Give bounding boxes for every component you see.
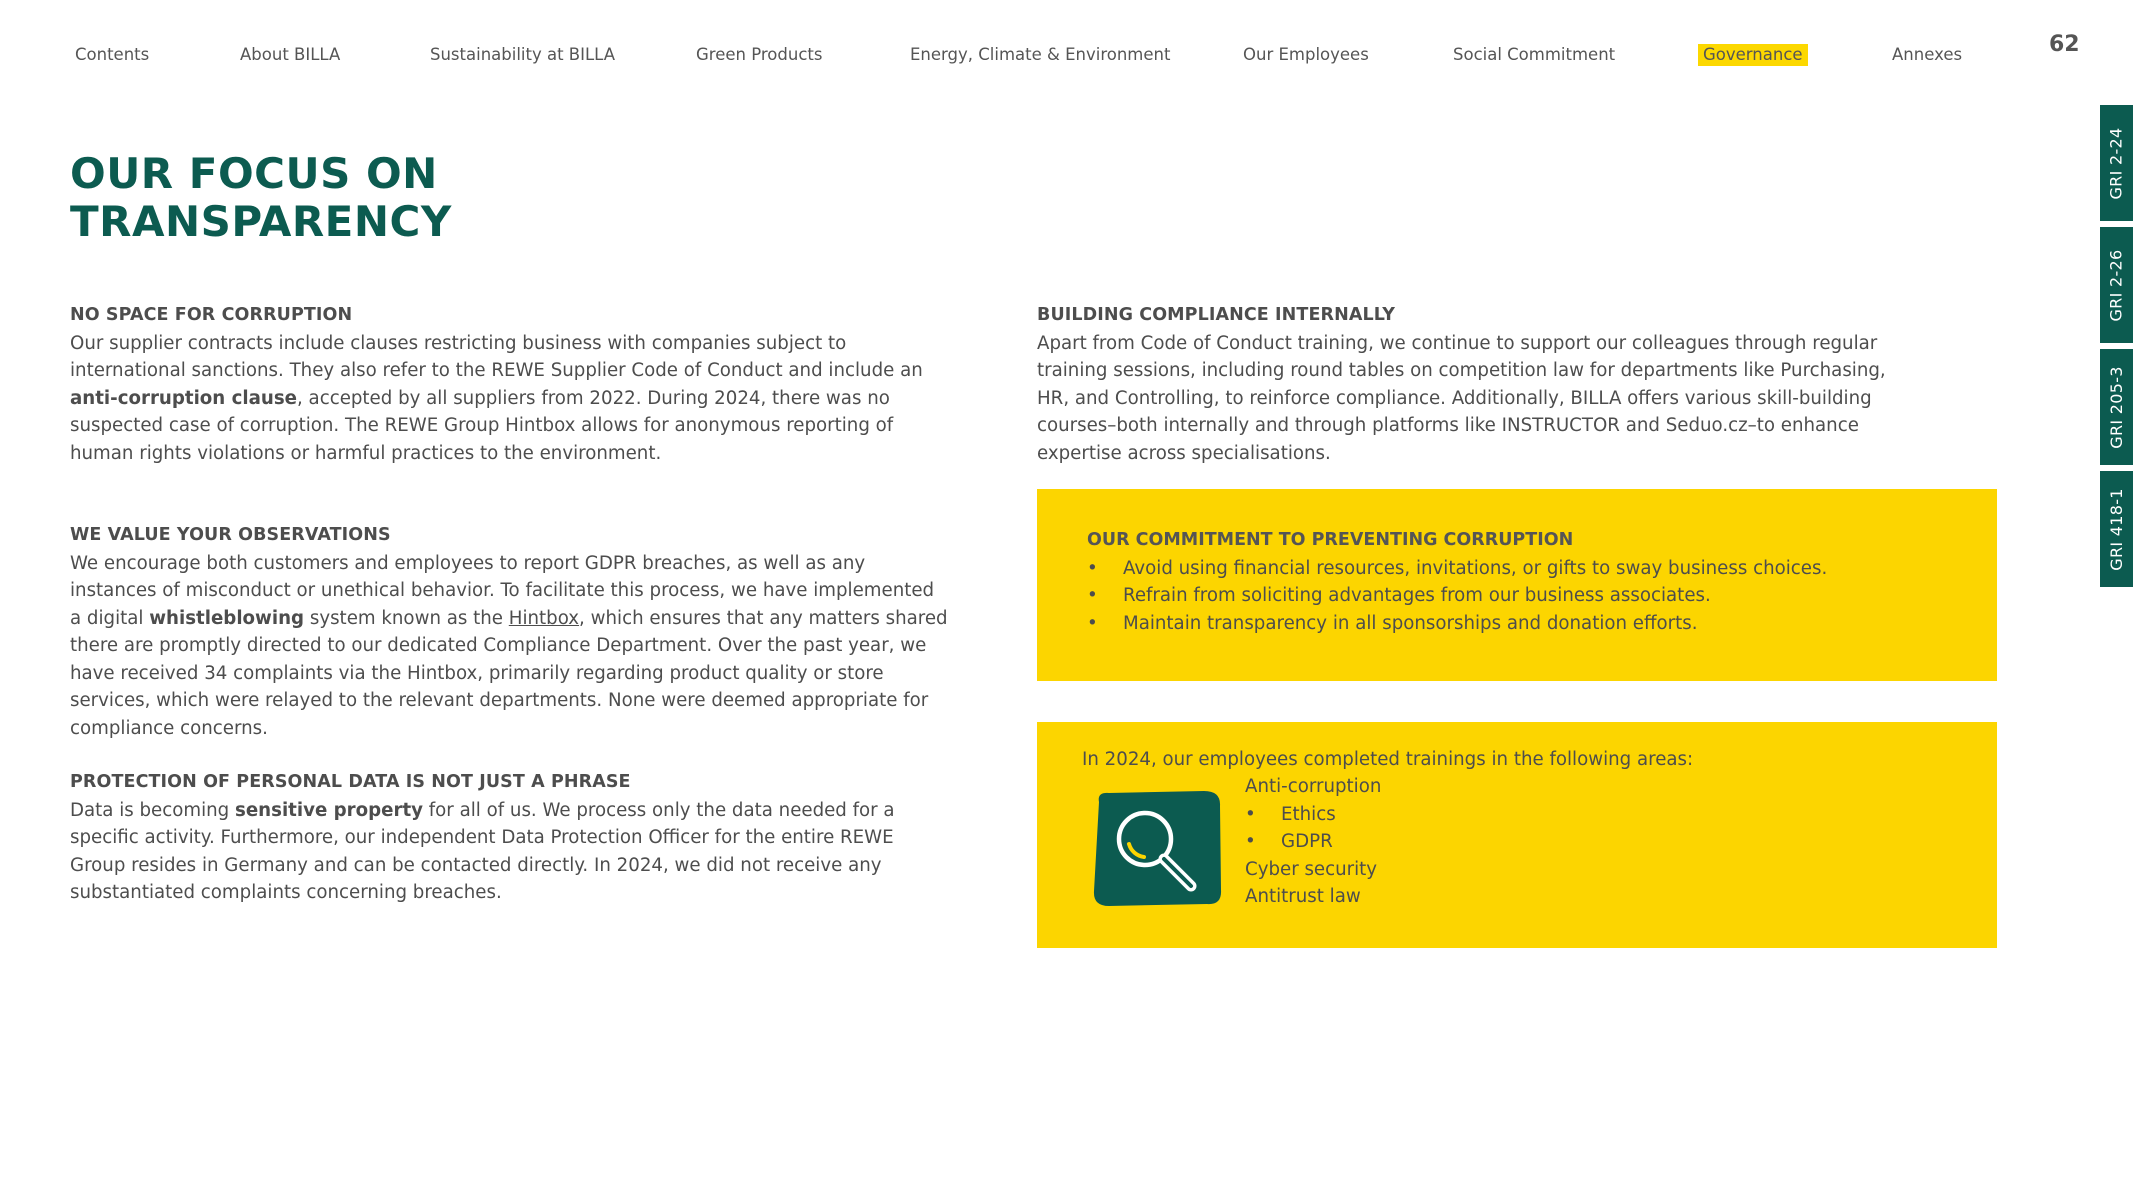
section-body: Apart from Code of Conduct training, we continue to support our colleagues through regular training sessions, including round tables on competition law for departments like Purchasing, HR, and Controlling, to reinforce compliance. Additionally, BILLA offers various skill-building courses–both internally and through platforms like INSTRUCTOR and Seduo.cz–to enhance expertise across specialisations.	[1037, 332, 1886, 464]
hintbox-link[interactable]: Hintbox	[508, 607, 580, 629]
nav-item-our-employees[interactable]: Our Employees	[1243, 45, 1369, 64]
nav-item-contents[interactable]: Contents	[75, 45, 150, 64]
magnifying-glass-icon	[1089, 788, 1224, 908]
section-heading: PROTECTION OF PERSONAL DATA IS NOT JUST A PHRASE	[70, 772, 631, 792]
gri-tab-label: GRI 205-3	[2107, 365, 2127, 449]
list-item: Cyber security	[1245, 858, 1378, 880]
commitment-heading: OUR COMMITMENT TO PREVENTING CORRUPTION	[1087, 530, 1574, 550]
list-item: Anti-corruption	[1245, 776, 1382, 797]
list-item: • Avoid using financial resources, invitations, or gifts to sway business choices.	[1087, 557, 1828, 579]
gri-tab[interactable]	[2100, 105, 2133, 221]
nav-item-sustainability[interactable]: Sustainability at BILLA	[430, 45, 616, 64]
nav-item-governance[interactable]: Governance	[1698, 44, 1808, 66]
section-heading: WE VALUE YOUR OBSERVATIONS	[70, 525, 391, 545]
gri-tab[interactable]	[2100, 227, 2133, 343]
list-item: • Refrain from soliciting advantages from our business associates.	[1087, 585, 1711, 606]
trainings-intro: In 2024, our employees completed trainings in the following areas:	[1082, 749, 1694, 770]
commitment-box	[1037, 489, 1997, 681]
section-protection-of-personal-data	[70, 769, 950, 907]
section-heading: BUILDING COMPLIANCE INTERNALLY	[1037, 305, 1396, 325]
section-body: We encourage both customers and employees to report GDPR breaches, as well as any instances of misconduct or unethical behavior. To facilitate this process, we have implemented a digital whistleblowing system known as the Hintbox, which ensures that any matters shared there are promptly directed to our dedicated Compliance Department. Over the past year, we have received 34 complaints via the Hintbox, primarily regarding product quality or store services, which were relayed to the relevant departments. None were deemed appropriate for compliance concerns.	[70, 552, 948, 739]
gri-tabs	[2100, 105, 2133, 593]
gri-tab[interactable]	[2100, 471, 2133, 587]
list-item: • GDPR	[1245, 831, 1333, 852]
page-number: 62	[2049, 32, 2080, 57]
trainings-list	[1245, 773, 1381, 911]
gri-tab-label: GRI 2-24	[2107, 126, 2127, 200]
section-no-space-for-corruption	[70, 302, 950, 467]
section-body: Our supplier contracts include clauses restricting business with companies subject to international sanctions. They also refer to the REWE Supplier Code of Conduct and include an anti-corruption clause, accepted by all suppliers from 2022. During 2024, there was no suspected case of corruption. The REWE Group Hintbox allows for anonymous reporting of human rights violations or harmful practices to the environment.	[70, 332, 923, 464]
section-we-value-your-observations	[70, 522, 950, 742]
page-title-line-1: OUR FOCUS ON	[70, 149, 438, 198]
section-building-compliance-internally	[1037, 302, 1897, 467]
page-title	[70, 150, 670, 246]
nav-item-green-products[interactable]: Green Products	[696, 45, 823, 64]
section-body: Data is becoming sensitive property for all of us. We process only the data needed for a specific activity. Furthermore, our independent Data Protection Officer for the entire REWE Group resides in Germany and can be contacted directly. In 2024, we did not receive any substantiated complaints concerning breaches.	[70, 799, 895, 903]
nav-item-about-billa[interactable]: About BILLA	[240, 45, 341, 64]
nav-item-energy-climate[interactable]: Energy, Climate & Environment	[910, 45, 1171, 64]
gri-tab-label: GRI 418-1	[2107, 487, 2127, 571]
list-item: • Maintain transparency in all sponsorships and donation efforts.	[1087, 612, 1698, 634]
section-heading: NO SPACE FOR CORRUPTION	[70, 305, 353, 325]
trainings-box	[1037, 722, 1997, 948]
page-title-line-2: TRANSPARENCY	[70, 197, 452, 246]
list-item: Antitrust law	[1245, 886, 1361, 907]
commitment-list	[1087, 555, 1967, 638]
nav-item-annexes[interactable]: Annexes	[1892, 45, 1963, 64]
gri-tab[interactable]	[2100, 349, 2133, 465]
top-navigation	[0, 44, 2000, 68]
list-item: • Ethics	[1245, 803, 1336, 825]
nav-item-social-commitment[interactable]: Social Commitment	[1453, 45, 1616, 64]
gri-tab-label: GRI 2-26	[2107, 248, 2127, 322]
